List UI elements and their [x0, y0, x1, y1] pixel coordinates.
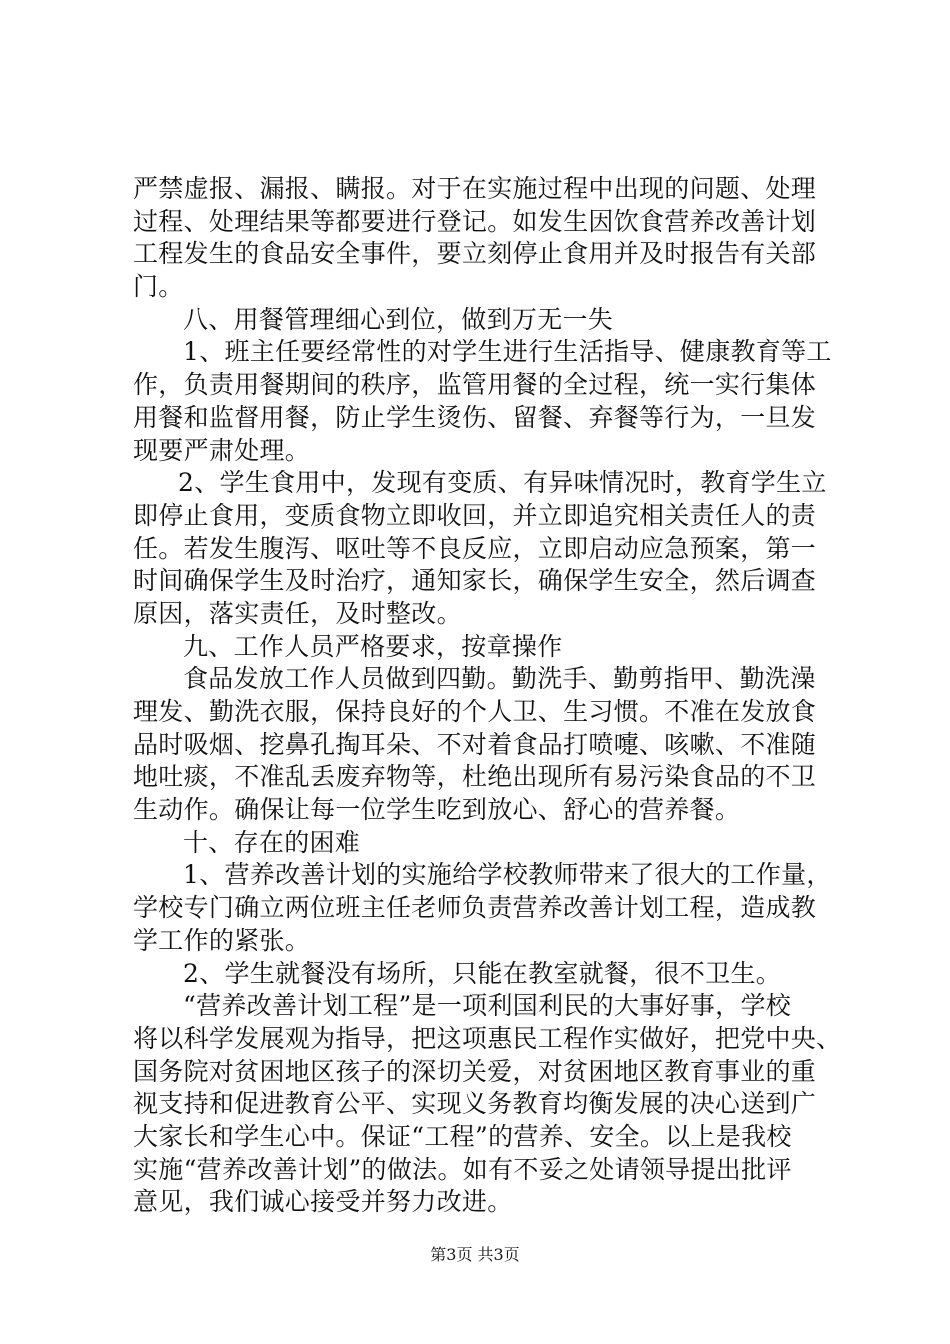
text-line: 门。 — [133, 272, 184, 302]
text-line: 生动作。确保让每一位学生吃到放心、舒心的营养餐。 — [133, 795, 741, 825]
text-line: 地吐痰，不准乱丢废弃物等，杜绝出现所有易污染食品的不卫 — [133, 762, 817, 792]
text-line: 即停止食用，变质食物立即收回，并立即追究相关责任人的责 — [133, 500, 817, 530]
text-line: 现要严肃处理。 — [133, 435, 311, 465]
text-line: 2、学生就餐没有场所，只能在教室就餐，很不卫生。 — [183, 958, 782, 988]
text-line: 意见，我们诚心接受并努力改进。 — [133, 1187, 513, 1217]
text-line: 大家长和学生心中。保证“工程”的营养、安全。以上是我校 — [133, 1121, 792, 1151]
text-line: 时间确保学生及时治疗，通知家长，确保学生安全，然后调查 — [133, 566, 817, 596]
text-line: 将以科学发展观为指导，把这项惠民工程作实做好，把党中央、 — [133, 1023, 842, 1053]
section-heading-8: 八、用餐管理细心到位，做到万无一失 — [183, 304, 614, 334]
text-line: 2、学生食用中，发现有变质、有异味情况时，教育学生立 — [178, 468, 827, 498]
text-line: 原因，落实责任，及时整改。 — [133, 598, 462, 628]
text-line: 理发、勤洗衣服，保持良好的个人卫、生习惯。不准在发放食 — [133, 697, 817, 726]
page-number: 第3页 共3页 — [430, 1245, 520, 1264]
text-line: 1、班主任要经常性的对学生进行生活指导、健康教育等工 — [183, 337, 832, 367]
text-line: 实施“营养改善计划”的做法。如有不妥之处请领导提出批评 — [133, 1154, 792, 1184]
text-line: 工程发生的食品安全事件，要立刻停止食用并及时报告有关部 — [133, 239, 817, 269]
section-heading-9: 九、工作人员严格要求，按章操作 — [183, 631, 563, 661]
text-line: 学校专门确立两位班主任老师负责营养改善计划工程，造成教 — [133, 893, 817, 923]
text-line: 严禁虚报、漏报、瞒报。对于在实施过程中出现的问题、处理 — [133, 174, 817, 203]
text-line: 视支持和促进教育公平、实现义务教育均衡发展的决心送到广 — [133, 1089, 817, 1119]
text-line: 1、营养改善计划的实施给学校教师带来了很大的工作量， — [183, 860, 832, 890]
text-line: 作，负责用餐期间的秩序，监管用餐的全过程，统一实行集体 — [133, 370, 817, 400]
section-heading-10: 十、存在的困难 — [183, 827, 361, 857]
text-line: 品时吸烟、挖鼻孔掏耳朵、不对着食品打喷嚏、咳嗽、不准随 — [133, 729, 817, 759]
text-line: 过程、处理结果等都要进行登记。如发生因饮食营养改善计划 — [133, 206, 817, 236]
text-line: 国务院对贫困地区孩子的深切关爱，对贫困地区教育事业的重 — [133, 1056, 817, 1086]
text-line: 任。若发生腹泻、呕吐等不良反应，立即启动应急预案，第一 — [133, 533, 817, 563]
text-line: 用餐和监督用餐，防止学生烫伤、留餐、弃餐等行为，一旦发 — [133, 402, 817, 432]
text-line: “营养改善计划工程”是一项利国利民的大事好事，学校 — [183, 991, 792, 1021]
text-line: 食品发放工作人员做到四勤。勤洗手、勤剪指甲、勤洗澡 — [183, 664, 816, 694]
document-body — [133, 173, 842, 1219]
text-line: 学工作的紧张。 — [133, 925, 311, 955]
